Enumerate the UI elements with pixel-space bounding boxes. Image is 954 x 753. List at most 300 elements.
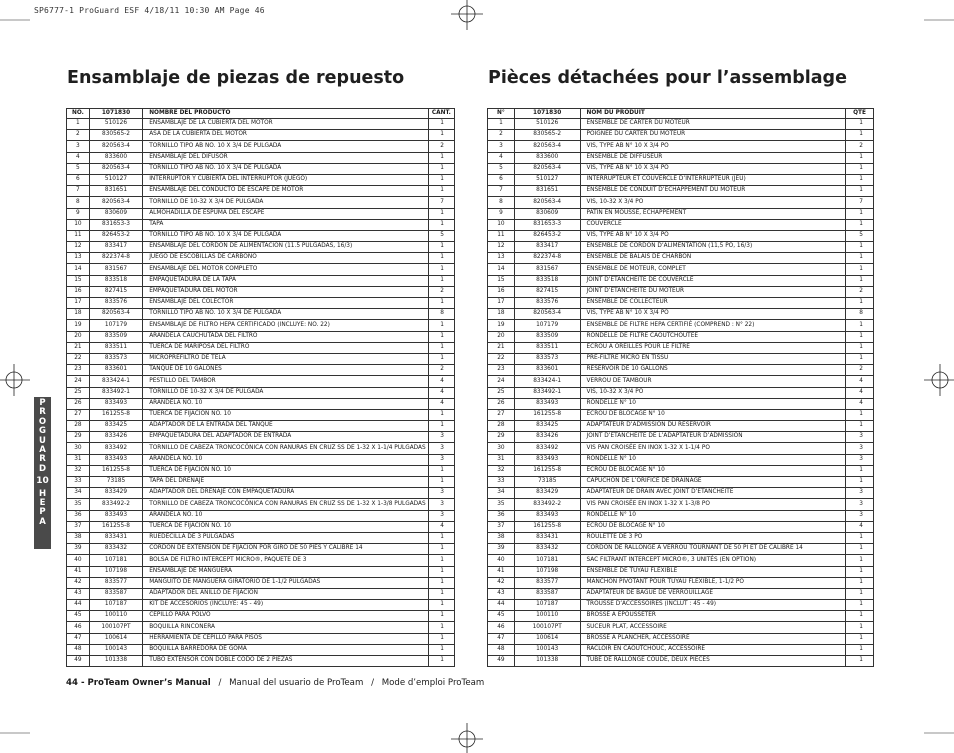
product-name: ARANDELA CAUCHUTADA DEL FILTRO [143, 331, 428, 342]
header-part: 1071830 [514, 109, 580, 119]
product-name: ENSEMBLE DE COLLECTEUR [580, 298, 846, 309]
side-tab-letter: G [39, 426, 46, 437]
product-name: PRÉ-FILTRE MICRO EN TISSU [580, 353, 846, 364]
part-number: 833425 [89, 421, 142, 432]
quantity: 2 [846, 141, 874, 152]
table-row [67, 600, 455, 611]
product-name: HERRAMIENTA DE CEPILLO PARA PISOS [143, 633, 428, 644]
table-row [67, 320, 455, 331]
part-number: 833600 [89, 152, 142, 163]
quantity: 8 [846, 309, 874, 320]
part-number: 100107PT [514, 622, 580, 633]
quantity: 1 [846, 611, 874, 622]
table-row [488, 499, 874, 510]
product-name: TUBO EXTENSOR CON DOBLE CODO DE 2 PIEZAS [143, 656, 428, 667]
table-row [67, 130, 455, 141]
quantity: 1 [846, 644, 874, 655]
part-number: 833432 [89, 544, 142, 555]
product-name: ENSEMBLE DE MOTEUR, COMPLET [580, 264, 846, 275]
table-row [488, 286, 874, 297]
quantity: 1 [428, 130, 454, 141]
part-number: 107198 [89, 566, 142, 577]
product-name: TORNILLO DE CABEZA TRONCOCÓNICA CON RANURAS EN CRUZ SS DE 1-32 X 1-3/8 PULGADAS [143, 499, 428, 510]
table-row [488, 365, 874, 376]
quantity: 1 [846, 298, 874, 309]
side-tab-letter: O [38, 416, 47, 427]
quantity: 1 [428, 611, 454, 622]
table-row [67, 566, 455, 577]
row-number: 47 [67, 633, 90, 644]
product-name: ALMOHADILLA DE ESPUMA DEL ESCAPE [143, 208, 428, 219]
row-number: 34 [67, 488, 90, 499]
quantity: 3 [846, 443, 874, 454]
part-number: 73185 [514, 477, 580, 488]
table-row [488, 174, 874, 185]
row-number: 24 [488, 376, 515, 387]
row-number: 38 [488, 532, 515, 543]
table-row [67, 309, 455, 320]
table-row [488, 622, 874, 633]
side-tab-letter: P [39, 507, 46, 518]
row-number: 24 [67, 376, 90, 387]
quantity: 1 [428, 566, 454, 577]
product-name: ADAPTATEUR DE BAGUE DE VERROUILLAGE [580, 588, 846, 599]
part-number: 833492-2 [514, 499, 580, 510]
table-row [488, 331, 874, 342]
table-row [67, 119, 455, 130]
table-row [488, 544, 874, 555]
part-number: 833573 [514, 353, 580, 364]
table-row [488, 353, 874, 364]
row-number: 48 [67, 644, 90, 655]
table-row [67, 242, 455, 253]
table-row [488, 309, 874, 320]
part-number: 831653-3 [514, 219, 580, 230]
quantity: 1 [428, 331, 454, 342]
table-row [488, 163, 874, 174]
french-title: Pièces détachées pour l’assemblage [488, 68, 847, 88]
table-row [67, 432, 455, 443]
part-number: 107187 [89, 600, 142, 611]
table-row [488, 197, 874, 208]
row-number: 40 [67, 555, 90, 566]
part-number: 833493 [514, 510, 580, 521]
table-row [67, 656, 455, 667]
part-number: 161255-8 [89, 409, 142, 420]
row-number: 13 [488, 253, 515, 264]
row-number: 31 [488, 454, 515, 465]
product-name: MICROPREFILTRO DE TELA [143, 353, 428, 364]
row-number: 39 [488, 544, 515, 555]
quantity: 1 [428, 577, 454, 588]
row-number: 12 [488, 242, 515, 253]
quantity: 3 [846, 488, 874, 499]
part-number: 830609 [514, 208, 580, 219]
row-number: 47 [488, 633, 515, 644]
row-number: 8 [488, 197, 515, 208]
quantity: 1 [428, 644, 454, 655]
product-name: JUEGO DE ESCOBILLAS DE CARBONO [143, 253, 428, 264]
product-name: BOLSA DE FILTRO INTERCEPT MICRO®, PAQUETE DE 3 [143, 555, 428, 566]
part-number: 161255-8 [514, 521, 580, 532]
product-name: TORNILLO TIPO AB NO. 10 X 3/4 DE PULGADA [143, 141, 428, 152]
table-row [488, 119, 874, 130]
row-number: 45 [488, 611, 515, 622]
row-number: 19 [488, 320, 515, 331]
part-number: 107181 [89, 555, 142, 566]
table-row [67, 499, 455, 510]
quantity: 5 [846, 230, 874, 241]
row-number: 11 [488, 230, 515, 241]
part-number: 830609 [89, 208, 142, 219]
quantity: 1 [428, 532, 454, 543]
row-number: 30 [67, 443, 90, 454]
table-row [67, 633, 455, 644]
table-row [67, 488, 455, 499]
table-row [488, 230, 874, 241]
part-number: 822374-8 [89, 253, 142, 264]
row-number: 19 [67, 320, 90, 331]
product-name: VERROU DE TAMBOUR [580, 376, 846, 387]
product-name: ENSAMBLAJE DEL MOTOR COMPLETO [143, 264, 428, 275]
row-number: 15 [67, 275, 90, 286]
part-number: 820563-4 [514, 141, 580, 152]
table-row [488, 443, 874, 454]
footer-spanish-label: Manual del usuario de ProTeam [229, 678, 364, 688]
quantity: 1 [428, 477, 454, 488]
quantity: 1 [428, 544, 454, 555]
part-number: 161255-8 [514, 465, 580, 476]
table-row [488, 644, 874, 655]
part-number: 833431 [89, 532, 142, 543]
row-number: 33 [488, 477, 515, 488]
quantity: 1 [846, 130, 874, 141]
table-row [67, 577, 455, 588]
part-number: 510126 [89, 119, 142, 130]
product-name: TUERCA DE MARIPOSA DEL FILTRO [143, 342, 428, 353]
product-name: TORNILLO DE CABEZA TRONCOCÓNICA CON RANURAS EN CRUZ SS DE 1-32 X 1-1/4 PULGADAS [143, 443, 428, 454]
part-number: 107181 [514, 555, 580, 566]
product-name: POIGNÉE DU CARTER DU MOTEUR [580, 130, 846, 141]
product-name: MANCHON PIVOTANT POUR TUYAU FLEXIBLE, 1-1/2 PO [580, 577, 846, 588]
row-number: 29 [488, 432, 515, 443]
product-name: VIS PAN CROISÉE EN INOX 1-32 X 1-1/4 PO [580, 443, 846, 454]
product-name: TORNILLO TIPO AB NO. 10 X 3/4 DE PULGADA [143, 163, 428, 174]
quantity: 1 [846, 253, 874, 264]
table-row [488, 600, 874, 611]
quantity: 3 [428, 510, 454, 521]
row-number: 37 [67, 521, 90, 532]
product-name: ARANDELA NO. 10 [143, 454, 428, 465]
row-number: 36 [488, 510, 515, 521]
table-row [67, 477, 455, 488]
part-number: 100143 [514, 644, 580, 655]
part-number: 833493 [514, 398, 580, 409]
product-name: EMPAQUETADURA DEL ADAPTADOR DE ENTRADA [143, 432, 428, 443]
product-name: ADAPTATEUR D’ADMISSION DU RÉSERVOIR [580, 421, 846, 432]
quantity: 4 [428, 521, 454, 532]
table-row [67, 532, 455, 543]
product-name: ARANDELA NO. 10 [143, 510, 428, 521]
quantity: 4 [846, 387, 874, 398]
part-number: 833429 [89, 488, 142, 499]
product-name: ASA DE LA CUBIERTA DEL MOTOR [143, 130, 428, 141]
row-number: 26 [488, 398, 515, 409]
quantity: 1 [846, 566, 874, 577]
product-name: TROUSSE D’ACCESSOIRES (INCLUT : 45 - 49) [580, 600, 846, 611]
table-row [488, 298, 874, 309]
table-row [488, 488, 874, 499]
row-number: 10 [67, 219, 90, 230]
header-qty: QTÉ [846, 109, 874, 119]
quantity: 4 [846, 398, 874, 409]
part-number: 822374-8 [514, 253, 580, 264]
row-number: 49 [67, 656, 90, 667]
quantity: 4 [846, 521, 874, 532]
table-row [488, 532, 874, 543]
row-number: 45 [67, 611, 90, 622]
quantity: 1 [428, 219, 454, 230]
product-name: TUERCA DE FIJACIÓN NO. 10 [143, 409, 428, 420]
product-name: MANGUITO DE MANGUERA GIRATORIO DE 1-1/2 PULGADAS [143, 577, 428, 588]
quantity: 1 [846, 264, 874, 275]
table-row [67, 298, 455, 309]
quantity: 3 [428, 454, 454, 465]
quantity: 1 [428, 633, 454, 644]
part-number: 100143 [89, 644, 142, 655]
part-number: 833493 [89, 510, 142, 521]
product-name: TORNILLO TIPO AB NO. 10 X 3/4 DE PULGADA [143, 230, 428, 241]
part-number: 833493 [514, 454, 580, 465]
table-row [67, 622, 455, 633]
product-name: CAPUCHON DE L’ORIFICE DE DRAINAGE [580, 477, 846, 488]
product-name: INTERRUPTEUR ET COUVERCLE D’INTERRUPTEUR (JEU) [580, 174, 846, 185]
table-row [488, 387, 874, 398]
table-row [67, 443, 455, 454]
quantity: 3 [428, 443, 454, 454]
row-number: 9 [67, 208, 90, 219]
part-number: 833600 [514, 152, 580, 163]
part-number: 833431 [514, 532, 580, 543]
quantity: 1 [846, 163, 874, 174]
part-number: 833493 [89, 454, 142, 465]
part-number: 833601 [89, 365, 142, 376]
page-footer [66, 678, 484, 688]
header-name: NOMBRE DEL PRODUCTO [143, 109, 428, 119]
row-number: 15 [488, 275, 515, 286]
row-number: 41 [488, 566, 515, 577]
row-number: 28 [67, 421, 90, 432]
product-name: TORNILLO TIPO AB NO. 10 X 3/4 DE PULGADA [143, 309, 428, 320]
row-number: 30 [488, 443, 515, 454]
quantity: 1 [428, 320, 454, 331]
row-number: 32 [488, 465, 515, 476]
row-number: 37 [488, 521, 515, 532]
product-name: ENSEMBLE DE CARTER DU MOTEUR [580, 119, 846, 130]
quantity: 1 [846, 320, 874, 331]
quantity: 1 [428, 588, 454, 599]
table-row [67, 286, 455, 297]
row-number: 3 [67, 141, 90, 152]
product-name: ADAPTADOR DE LA ENTRADA DEL TANQUE [143, 421, 428, 432]
side-tab-letter: D [38, 463, 47, 474]
product-name: RONDELLE N° 10 [580, 454, 846, 465]
quantity: 1 [846, 465, 874, 476]
part-number: 510127 [514, 174, 580, 185]
product-name: TORNILLO DE 10-32 X 3/4 DE PULGADA [143, 197, 428, 208]
product-name: TANQUE DE 10 GALONES [143, 365, 428, 376]
part-number: 831567 [514, 264, 580, 275]
table-row [488, 130, 874, 141]
row-number: 13 [67, 253, 90, 264]
spanish-title: Ensamblaje de piezas de repuesto [67, 68, 405, 88]
row-number: 27 [488, 409, 515, 420]
row-number: 7 [488, 186, 515, 197]
product-name: ADAPTATEUR DE DRAIN AVEC JOINT D’ÉTANCHÉITÉ [580, 488, 846, 499]
quantity: 1 [846, 600, 874, 611]
part-number: 831651 [514, 186, 580, 197]
part-number: 833518 [514, 275, 580, 286]
part-number: 833492-2 [89, 499, 142, 510]
product-name: ENSEMBLE DE BALAIS DE CHARBON [580, 253, 846, 264]
header-no: NO. [67, 109, 90, 119]
product-name: KIT DE ACCESORIOS (INCLUYE: 45 - 49) [143, 600, 428, 611]
quantity: 1 [846, 353, 874, 364]
part-number: 826453-2 [514, 230, 580, 241]
row-number: 14 [488, 264, 515, 275]
product-name: TUERCA DE FIJACIÓN NO. 10 [143, 465, 428, 476]
part-number: 833424-1 [89, 376, 142, 387]
table-row [67, 331, 455, 342]
product-name: ENSEMBLE DE CORDON D’ALIMENTATION (11,5 PO, 16/3) [580, 242, 846, 253]
table-row [488, 264, 874, 275]
row-number: 27 [67, 409, 90, 420]
header-part: 1071830 [89, 109, 142, 119]
row-number: 16 [67, 286, 90, 297]
quantity: 1 [846, 331, 874, 342]
row-number: 36 [67, 510, 90, 521]
quantity: 1 [846, 532, 874, 543]
row-number: 48 [488, 644, 515, 655]
row-number: 21 [488, 342, 515, 353]
row-number: 2 [67, 130, 90, 141]
row-number: 5 [488, 163, 515, 174]
quantity: 4 [428, 387, 454, 398]
quantity: 1 [428, 119, 454, 130]
quantity: 3 [428, 432, 454, 443]
footer-page-label: 44 - ProTeam Owner’s Manual [66, 678, 211, 688]
table-row [67, 644, 455, 655]
row-number: 8 [67, 197, 90, 208]
table-row [67, 275, 455, 286]
quantity: 2 [428, 141, 454, 152]
quantity: 1 [428, 163, 454, 174]
part-number: 820563-4 [514, 309, 580, 320]
product-name: RUEDECILLA DE 3 PULGADAS [143, 532, 428, 543]
quantity: 2 [428, 286, 454, 297]
table-row [67, 521, 455, 532]
table-row [67, 611, 455, 622]
row-number: 22 [488, 353, 515, 364]
table-row [488, 510, 874, 521]
row-number: 9 [488, 208, 515, 219]
row-number: 18 [488, 309, 515, 320]
product-name: VIS, 10-32 X 3/4 PO [580, 197, 846, 208]
product-name: ROULETTE DE 3 PO [580, 532, 846, 543]
row-number: 22 [67, 353, 90, 364]
quantity: 1 [428, 555, 454, 566]
product-name: VIS, TYPE AB N° 10 X 3/4 PO [580, 230, 846, 241]
row-number: 10 [488, 219, 515, 230]
table-row [488, 409, 874, 420]
row-number: 46 [488, 622, 515, 633]
part-number: 831651 [89, 186, 142, 197]
part-number: 833601 [514, 365, 580, 376]
quantity: 1 [846, 656, 874, 667]
quantity: 3 [846, 510, 874, 521]
quantity: 1 [846, 555, 874, 566]
row-number: 40 [488, 555, 515, 566]
row-number: 42 [488, 577, 515, 588]
row-number: 33 [67, 477, 90, 488]
quantity: 3 [428, 499, 454, 510]
quantity: 1 [428, 656, 454, 667]
table-header-row [488, 109, 874, 119]
quantity: 1 [846, 186, 874, 197]
quantity: 2 [846, 286, 874, 297]
part-number: 833493 [89, 398, 142, 409]
part-number: 510126 [514, 119, 580, 130]
row-number: 44 [67, 600, 90, 611]
side-tab-letter: R [39, 407, 46, 418]
product-name: ADAPTADOR DEL DRENAJE CON EMPAQUETADURA [143, 488, 428, 499]
quantity: 1 [846, 633, 874, 644]
quantity: 1 [428, 600, 454, 611]
product-name: ENSAMBLAJE DEL CORDÓN DE ALIMENTACIÓN (11.5 PULGADAS, 16/3) [143, 242, 428, 253]
part-number: 161255-8 [89, 521, 142, 532]
table-row [67, 365, 455, 376]
table-row [488, 208, 874, 219]
product-name: VIS PAN CROISÉE EN INOX 1-32 X 1-3/8 PO [580, 499, 846, 510]
quantity: 1 [846, 409, 874, 420]
french-parts-table [487, 108, 874, 667]
row-number: 7 [67, 186, 90, 197]
part-number: 833518 [89, 275, 142, 286]
row-number: 20 [488, 331, 515, 342]
row-number: 6 [488, 174, 515, 185]
part-number: 107187 [514, 600, 580, 611]
product-name: ENSEMBLE DE TUYAU FLEXIBLE [580, 566, 846, 577]
footer-separator: / [371, 678, 374, 688]
product-name: SUCEUR PLAT, ACCESSOIRE [580, 622, 846, 633]
product-name: RACLOIR EN CAOUTCHOUC, ACCESSOIRE [580, 644, 846, 655]
side-tab-letter: P [39, 398, 46, 408]
quantity: 1 [428, 253, 454, 264]
quantity: 1 [428, 242, 454, 253]
part-number: 833576 [514, 298, 580, 309]
table-row [67, 555, 455, 566]
part-number: 830565-2 [514, 130, 580, 141]
row-number: 2 [488, 130, 515, 141]
table-row [67, 544, 455, 555]
side-tab-letter: E [39, 498, 46, 509]
product-name: BOQUILLA RINCONERA [143, 622, 428, 633]
product-name: BROSSE À PLANCHER, ACCESSOIRE [580, 633, 846, 644]
quantity: 1 [846, 119, 874, 130]
table-row [488, 342, 874, 353]
product-name: ENSAMBLAJE DE FILTRO HEPA CERTIFICADO (INCLUYE: NO. 22) [143, 320, 428, 331]
quantity: 1 [428, 465, 454, 476]
